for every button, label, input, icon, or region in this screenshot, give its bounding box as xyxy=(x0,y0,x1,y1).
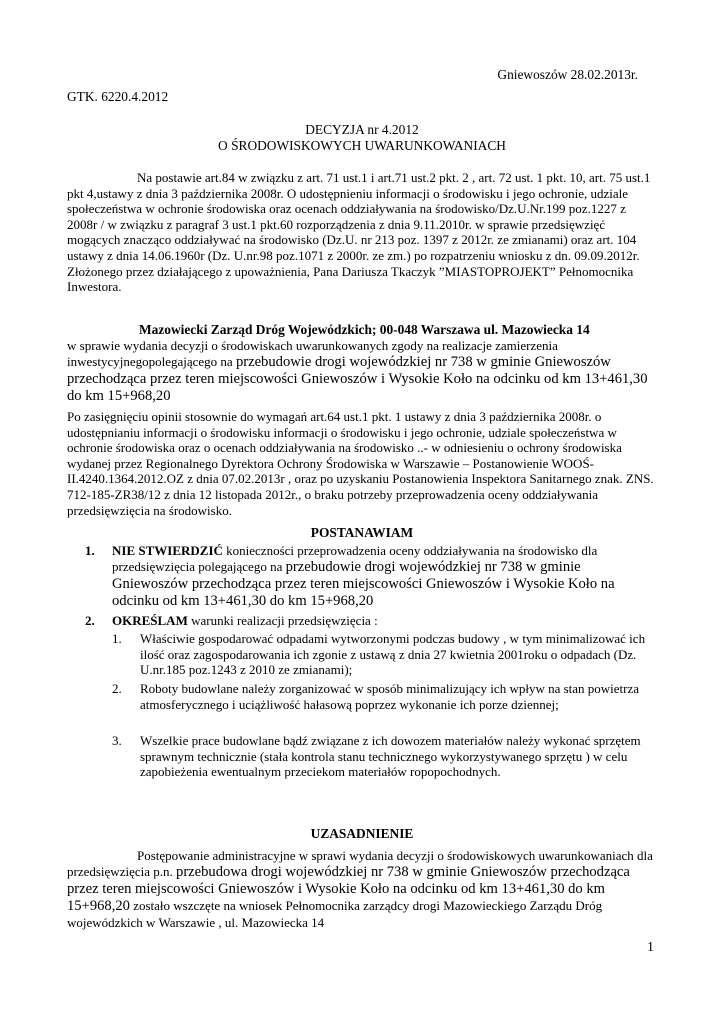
justification-project-text: przebudowa drogi wojewódzkiej nr 738 w gminie Gniewoszów przechodząca przez teren miejscowości Gniewoszów i Wysokie Koło na odcinku od km 13+461,30 do km 15+968,20 xyxy=(67,863,630,914)
condition-text: Właściwie gospodarować odpadami wytworzonymi podczas budowy , w tym minimalizować ich ilość oraz zagospodarowania ich zgonie z ustawą z dnia 27 kwietnia 2001roku o odpadach (Dz. U.nr.185 poz.1243 z 2010 ze zmianami); xyxy=(140,631,646,678)
condition-item-1 xyxy=(112,631,657,678)
applicant-name: Mazowiecki Zarząd Dróg Wojewódzkich; 00-048 Warszawa ul. Mazowiecka 14 xyxy=(139,322,590,337)
case-reference: GTK. 6220.4.2012 xyxy=(67,89,169,104)
condition-number: 1. xyxy=(112,631,122,646)
page-number: 1 xyxy=(647,940,654,956)
condition-number: 3. xyxy=(112,733,122,748)
justification-continuation-text: zostało wszczęte na wniosek Pełnomocnika zarządcy drogi Mazowieckiego Zarządu Dróg wojewódzkich w Warszawie , ul. Mazowiecka 14 xyxy=(67,898,603,931)
condition-text: Wszelkie prace budowlane bądź związane z ich dowozem materiałów należy wykonać sprzętem sprawnym technicznie (stała kontrola stanu technicznego wykorzystywanego sprzętu ) w celu zapobieżenia ewentualnym przeciekom materiałów ropopochodnych. xyxy=(140,733,641,780)
decision-item-keyword: OKREŚLAM xyxy=(112,613,188,628)
decision-subtitle: O ŚRODOWISKOWYCH UWARUNKOWANIACH xyxy=(218,138,506,153)
project-name-text: przebudowie drogi wojewódzkiej nr 738 w gminie Gniewoszów przechodząca przez teren miejscowości Gniewoszów i Wysokie Koło na odcinku od km 13+461,30 do km 15+968,20 xyxy=(67,353,648,404)
decision-item-keyword: NIE STWIERDZIĆ xyxy=(112,543,223,558)
uzasadnienie-heading: UZASADNIENIE xyxy=(310,826,414,841)
legal-basis-paragraph: Na postawie art.84 w związku z art. 71 ust.1 i art.71 ust.2 pkt. 2 , art. 72 ust. 1 pkt. 10, art. 75 ust.1 pkt 4,ustawy z dnia 3 października 2008r. O udostępnieniu informacji o środowisku i jego ochronie, udziale społeczeństwa w ochronie środowiska oraz ocenach oddziaływania na środowisko/Dz.U.Nr.199 poz.1227 z 2008r / w związku z paragraf 3 ust.1 pkt.60 rozporządzenia z dnia 9.11.2010r. w sprawie przedsięwzięć mogących znacząco oddziaływać na środowisko (Dz.U. nr 213 poz. 1397 z 2012r. ze zmianami) oraz art. 104 ustawy z dnia 14.06.1960r (Dz. U.nr.98 poz.1071 z 2000r. ze zm.) po rozpatrzeniu wniosku z dn. 09.09.2012r. Złożonego przez działającego z upoważnienia, Pana Dariusza Tkaczyk ”MIASTOPROJEKT” Pełnomocnika Inwestora. xyxy=(67,170,651,295)
postanawiam-heading: POSTANAWIAM xyxy=(310,525,414,540)
condition-number: 2. xyxy=(112,681,122,696)
decision-item-text: konieczności przeprowadzenia oceny oddziaływania na środowisko dla przedsięwzięcia polegającego na xyxy=(112,543,598,574)
justification-intro-text: Postępowanie administracyjne w sprawi wydania decyzji o środowiskowych uwarunkowaniach dla przedsięwzięcia p.n. xyxy=(67,848,653,879)
place-date: Gniewoszów 28.02.2013r. xyxy=(497,67,638,82)
decision-item-2 xyxy=(85,613,657,629)
decision-item-number: 2. xyxy=(85,613,95,628)
decision-item-project-text: przebudowie drogi wojewódzkiej nr 738 w gminie Gniewoszów przechodząca przez teren miejscowości Gniewoszów i Wysokie Koło na odcinku od km 13+461,30 do km 15+968,20 xyxy=(112,558,615,609)
opinion-paragraph: Po zasięgnięciu opinii stosownie do wymagań art.64 ust.1 pkt. 1 ustawy z dnia 3 października 2008r. o udostępnianiu informacji o środowisku informacji o środowisku i jego ochronie, udziale społeczeństwa w ochronie środowiska oraz o ocenach oddziaływania na środowisko ..- w odniesieniu o ochrony środowiska wydanej przez Regionalnego Dyrektora Ochrony Środowiska w Warszawie – Postanowienie WOOŚ-II.4240.1364.2012.OZ z dnia 07.02.2013r , oraz po uzyskaniu Postanowienia Inspektora Sanitarnego znak. ZNS. 712-185-ZR38/12 z dnia 12 listopada 2012r., o braku potrzeby przeprowadzenia oceny oddziaływania przedsięwzięcia na środowisko. xyxy=(67,409,654,518)
condition-item-2 xyxy=(112,681,657,712)
justification-paragraph xyxy=(67,848,657,931)
condition-text: Roboty budowlane należy zorganizować w sposób minimalizujący ich wpływ na stan powietrza atmosferycznego i uciążliwość hałasową poprzez wykonanie ich porze dziennej; xyxy=(140,681,640,712)
decision-title: DECYZJA nr 4.2012 xyxy=(305,122,419,137)
decision-item-number: 1. xyxy=(85,543,95,558)
project-description-paragraph xyxy=(67,338,657,405)
project-intro-text: w sprawie wydania decyzji o środowiskach uwarunkowanych zgody na realizacje zamierzenia inwestycyjnegopolegającego na xyxy=(67,338,558,369)
decision-item-text: warunki realizacji przedsięwzięcia : xyxy=(187,613,378,628)
decision-item-1 xyxy=(85,543,657,610)
condition-item-3 xyxy=(112,733,657,780)
